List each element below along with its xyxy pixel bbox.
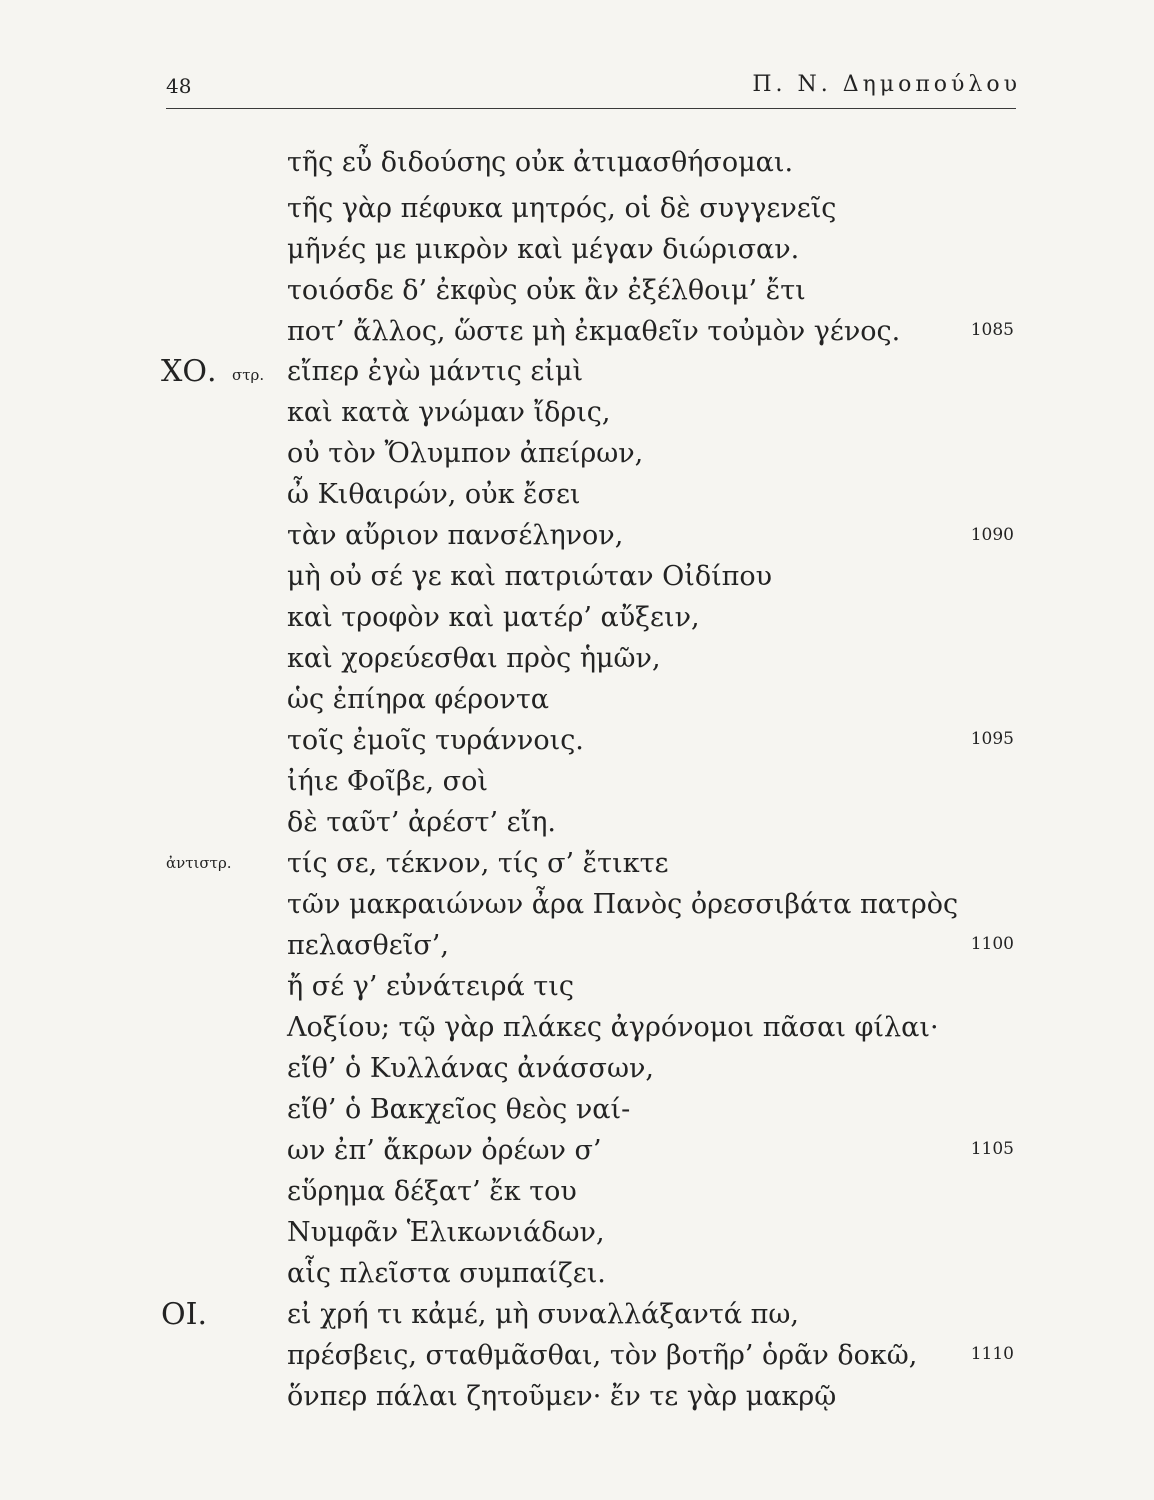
verse-line: ἤ σέ γ’ εὐνάτειρά τις <box>287 971 574 1002</box>
verse-line: ὦ Κιθαιρών, οὐκ ἔσει <box>287 479 581 510</box>
verse-line: οὐ τὸν Ὄλυμπον ἀπείρων, <box>287 438 644 469</box>
verse-line: Νυμφᾶν Ἑλικωνιάδων, <box>287 1217 605 1248</box>
line-number: 1095 <box>970 729 1014 749</box>
verse-line: ων ἐπ’ ἄκρων ὀρέων σ’ <box>287 1135 602 1166</box>
speaker-chorus: ΧΟ. <box>161 354 217 389</box>
verse-line: αἷς πλεῖστα συμπαίζει. <box>287 1258 606 1289</box>
verse-line: εἴθ’ ὁ Βακχεῖος θεὸς ναί- <box>287 1094 631 1125</box>
verse-line: μὴ οὐ σέ γε καὶ πατριώταν Οἰδίπου <box>287 561 773 592</box>
verse-line: καὶ χορεύεσθαι πρὸς ἡμῶν, <box>287 643 661 674</box>
verse-line: ποτ’ ἄλλος, ὥστε μὴ ἐκμαθεῖν τοὐμὸν γένος. <box>287 316 901 347</box>
verse-line: Λοξίου; τῷ γὰρ πλάκες ἀγρόνομοι πᾶσαι φίλαι· <box>287 1012 939 1043</box>
antistrophe-label: ἀντιστρ. <box>166 854 232 872</box>
verse-line: τίς σε, τέκνον, τίς σ’ ἔτικτε <box>287 848 669 879</box>
verse-line: τοιόσδε δ’ ἐκφὺς οὐκ ἂν ἐξέλθοιμ’ ἔτι <box>287 275 806 306</box>
line-number: 1100 <box>970 934 1014 954</box>
verse-line: ἰήιε Φοῖβε, σοὶ <box>287 766 488 797</box>
verse-line: εἴθ’ ὁ Κυλλάνας ἀνάσσων, <box>287 1053 654 1084</box>
verse-line: τοῖς ἐμοῖς τυράννοις. <box>287 725 584 756</box>
verse-line: ὅνπερ πάλαι ζητοῦμεν· ἔν τε γὰρ μακρῷ <box>287 1381 837 1412</box>
verse-line: τὰν αὔριον πανσέληνον, <box>287 520 624 551</box>
page-number: 48 <box>166 74 192 98</box>
verse-line: καὶ κατὰ γνώμαν ἴδρις, <box>287 397 611 428</box>
verse-line: τῶν μακραιώνων ἆρα Πανὸς ὀρεσσιβάτα πατρὸς <box>287 889 959 920</box>
running-head-author: Π. Ν. Δημοπούλου <box>752 72 1021 97</box>
verse-line: πρέσβεις, σταθμᾶσθαι, τὸν βοτῆρ’ ὁρᾶν δοκῶ, <box>287 1340 918 1371</box>
strophe-label: στρ. <box>232 366 265 384</box>
speaker-oedipus: ΟΙ. <box>161 1297 207 1332</box>
line-number: 1110 <box>970 1344 1014 1364</box>
verse-line: μῆνές με μικρὸν καὶ μέγαν διώρισαν. <box>287 234 800 265</box>
verse-line: εἴπερ ἐγὼ μάντις εἰμὶ <box>287 356 584 387</box>
line-number: 1090 <box>970 525 1014 545</box>
line-number: 1085 <box>970 320 1014 340</box>
verse-line: εἰ χρή τι κἀμέ, μὴ συναλλάξαντά πω, <box>287 1299 799 1330</box>
verse-line: τῆς εὖ διδούσης οὐκ ἀτιμασθήσομαι. <box>287 147 794 178</box>
header-rule <box>166 108 1016 109</box>
verse-line: εὕρημα δέξατ’ ἔκ του <box>287 1176 577 1207</box>
verse-line: ὡς ἐπίηρα φέροντα <box>287 684 550 715</box>
verse-line: καὶ τροφὸν καὶ ματέρ’ αὔξειν, <box>287 602 700 633</box>
verse-line: πελασθεῖσ’, <box>287 930 449 961</box>
verse-line: δὲ ταῦτ’ ἀρέστ’ εἴη. <box>287 807 556 838</box>
verse-line: τῆς γὰρ πέφυκα μητρός, οἱ δὲ συγγενεῖς <box>287 193 837 224</box>
line-number: 1105 <box>970 1139 1014 1159</box>
